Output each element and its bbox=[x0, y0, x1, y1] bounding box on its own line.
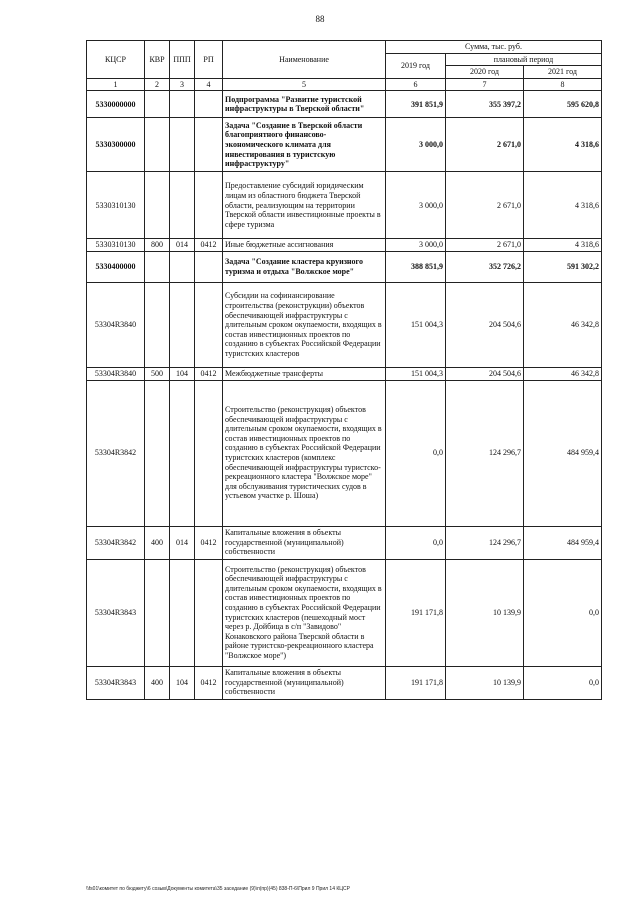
kcsr-cell: 53304R3842 bbox=[87, 380, 145, 526]
amount-2020-cell: 204 504,6 bbox=[446, 282, 524, 367]
kvr-cell bbox=[145, 251, 170, 282]
kcsr-cell: 5330300000 bbox=[87, 118, 145, 172]
ppp-cell bbox=[170, 91, 195, 118]
rp-cell bbox=[195, 172, 223, 239]
ppp-cell: 104 bbox=[170, 367, 195, 380]
amount-2019-cell: 0,0 bbox=[386, 380, 446, 526]
rp-cell bbox=[195, 380, 223, 526]
ppp-cell bbox=[170, 282, 195, 367]
amount-2021-cell: 46 342,8 bbox=[524, 282, 602, 367]
column-number: 8 bbox=[524, 78, 602, 91]
table-row bbox=[87, 91, 602, 118]
name-cell: Задача "Создание кластера круизного туризма и отдыха "Волжское море" bbox=[223, 251, 386, 282]
rp-cell bbox=[195, 251, 223, 282]
amount-2021-cell: 46 342,8 bbox=[524, 367, 602, 380]
ppp-cell bbox=[170, 380, 195, 526]
amount-2020-cell: 124 296,7 bbox=[446, 526, 524, 559]
kcsr-cell: 53304R3843 bbox=[87, 559, 145, 666]
amount-2019-cell: 3 000,0 bbox=[386, 172, 446, 239]
amount-2020-cell: 2 671,0 bbox=[446, 172, 524, 239]
amount-2019-cell: 151 004,3 bbox=[386, 282, 446, 367]
name-cell: Субсидии на софинансирование строительства (реконструкции) объектов обеспечивающей инфраструктуры с длительным сроком окупаемости, входящих в состав инвестиционных проектов по созданию в субъектах Российской Федерации туристских кластеров bbox=[223, 282, 386, 367]
kvr-cell: 400 bbox=[145, 526, 170, 559]
kvr-cell: 800 bbox=[145, 239, 170, 252]
table-row bbox=[87, 666, 602, 699]
kcsr-cell: 53304R3843 bbox=[87, 666, 145, 699]
name-cell: Задача "Создание в Тверской области благоприятного финансово-экономического климата для инвестирования в туристскую инфраструктуру" bbox=[223, 118, 386, 172]
amount-2019-cell: 388 851,9 bbox=[386, 251, 446, 282]
amount-2021-cell: 4 318,6 bbox=[524, 118, 602, 172]
column-number: 3 bbox=[170, 78, 195, 91]
kcsr-cell: 5330310130 bbox=[87, 239, 145, 252]
table-row bbox=[87, 251, 602, 282]
amount-2021-cell: 591 302,2 bbox=[524, 251, 602, 282]
table-row bbox=[87, 526, 602, 559]
ppp-cell bbox=[170, 251, 195, 282]
rp-cell bbox=[195, 559, 223, 666]
header-2021: 2021 год bbox=[524, 66, 602, 79]
name-cell: Строительство (реконструкция) объектов обеспечивающей инфраструктуры с длительным сроком окупаемости, входящих в состав инвестиционных проектов по созданию в субъектах Российской Федерации туристских кластеров (комплекс обеспечивающей инфраструктуры туристско-рекреационного кластера "Волжское море" для обслуживания туристических судов в устьевом участке р. Шоша) bbox=[223, 380, 386, 526]
header-rp: РП bbox=[195, 41, 223, 79]
amount-2020-cell: 124 296,7 bbox=[446, 380, 524, 526]
amount-2019-cell: 3 000,0 bbox=[386, 239, 446, 252]
table-row bbox=[87, 118, 602, 172]
name-cell: Иные бюджетные ассигнования bbox=[223, 239, 386, 252]
kvr-cell bbox=[145, 91, 170, 118]
table-row bbox=[87, 172, 602, 239]
kcsr-cell: 5330400000 bbox=[87, 251, 145, 282]
amount-2021-cell: 4 318,6 bbox=[524, 172, 602, 239]
amount-2021-cell: 0,0 bbox=[524, 666, 602, 699]
kcsr-cell: 5330000000 bbox=[87, 91, 145, 118]
ppp-cell bbox=[170, 559, 195, 666]
header-2020: 2020 год bbox=[446, 66, 524, 79]
ppp-cell bbox=[170, 118, 195, 172]
rp-cell: 0412 bbox=[195, 666, 223, 699]
amount-2021-cell: 484 959,4 bbox=[524, 380, 602, 526]
amount-2021-cell: 4 318,6 bbox=[524, 239, 602, 252]
table-body bbox=[87, 91, 602, 699]
page-number: 88 bbox=[315, 14, 325, 24]
kcsr-cell: 5330310130 bbox=[87, 172, 145, 239]
column-number: 2 bbox=[145, 78, 170, 91]
name-cell: Предоставление субсидий юридическим лицам из областного бюджета Тверской области, реализующим на территории Тверской области инвестиционные проекты в сфере туризма bbox=[223, 172, 386, 239]
header-kvr: КВР bbox=[145, 41, 170, 79]
ppp-cell: 104 bbox=[170, 666, 195, 699]
amount-2019-cell: 391 851,9 bbox=[386, 91, 446, 118]
amount-2019-cell: 3 000,0 bbox=[386, 118, 446, 172]
header-sum: Сумма, тыс. руб. bbox=[386, 41, 602, 54]
kvr-cell: 500 bbox=[145, 367, 170, 380]
amount-2020-cell: 352 726,2 bbox=[446, 251, 524, 282]
amount-2020-cell: 2 671,0 bbox=[446, 118, 524, 172]
header-2019: 2019 год bbox=[386, 53, 446, 78]
kvr-cell bbox=[145, 559, 170, 666]
table-row bbox=[87, 559, 602, 666]
amount-2019-cell: 0,0 bbox=[386, 526, 446, 559]
amount-2020-cell: 355 397,2 bbox=[446, 91, 524, 118]
kvr-cell bbox=[145, 118, 170, 172]
kvr-cell: 400 bbox=[145, 666, 170, 699]
kvr-cell bbox=[145, 172, 170, 239]
name-cell: Подпрограмма "Развитие туристской инфраструктуры в Тверской области" bbox=[223, 91, 386, 118]
name-cell: Капитальные вложения в объекты государственной (муниципальной) собственности bbox=[223, 666, 386, 699]
kvr-cell bbox=[145, 282, 170, 367]
name-cell: Строительство (реконструкция) объектов обеспечивающей инфраструктуры с длительным сроком окупаемости, входящих в состав инвестиционных проектов по созданию в субъектах Российской Федерации туристских кластеров (пешеходный мост через р. Дойбица в с/п "Завидово" Конаковского района Тверской области в районе туристско-рекреационного кластера "Волжское море") bbox=[223, 559, 386, 666]
rp-cell: 0412 bbox=[195, 526, 223, 559]
header-kcsr: КЦСР bbox=[87, 41, 145, 79]
table-row bbox=[87, 239, 602, 252]
amount-2021-cell: 484 959,4 bbox=[524, 526, 602, 559]
kcsr-cell: 53304R3840 bbox=[87, 282, 145, 367]
header-name: Наименование bbox=[223, 41, 386, 79]
column-number: 5 bbox=[223, 78, 386, 91]
column-number: 4 bbox=[195, 78, 223, 91]
amount-2019-cell: 191 171,8 bbox=[386, 559, 446, 666]
header-plan-period: плановый период bbox=[446, 53, 602, 66]
amount-2021-cell: 0,0 bbox=[524, 559, 602, 666]
column-number: 7 bbox=[446, 78, 524, 91]
amount-2019-cell: 151 004,3 bbox=[386, 367, 446, 380]
table-row bbox=[87, 367, 602, 380]
ppp-cell: 014 bbox=[170, 526, 195, 559]
rp-cell: 0412 bbox=[195, 367, 223, 380]
kvr-cell bbox=[145, 380, 170, 526]
kcsr-cell: 53304R3842 bbox=[87, 526, 145, 559]
column-number-row bbox=[87, 78, 602, 91]
table-row bbox=[87, 380, 602, 526]
name-cell: Межбюджетные трансферты bbox=[223, 367, 386, 380]
file-path-footer: \\fs01\комитет по бюджету\6 созыв\Документы комитета\35 заседание (9)\п(пр)(45) 838-П-6\Прил 9 Прил 14 КЦСР bbox=[86, 886, 350, 892]
amount-2021-cell: 595 620,8 bbox=[524, 91, 602, 118]
amount-2020-cell: 204 504,6 bbox=[446, 367, 524, 380]
rp-cell bbox=[195, 282, 223, 367]
name-cell: Капитальные вложения в объекты государственной (муниципальной) собственности bbox=[223, 526, 386, 559]
amount-2020-cell: 10 139,9 bbox=[446, 559, 524, 666]
header-ppp: ППП bbox=[170, 41, 195, 79]
budget-table bbox=[86, 40, 602, 700]
ppp-cell: 014 bbox=[170, 239, 195, 252]
ppp-cell bbox=[170, 172, 195, 239]
column-number: 1 bbox=[87, 78, 145, 91]
amount-2020-cell: 10 139,9 bbox=[446, 666, 524, 699]
amount-2020-cell: 2 671,0 bbox=[446, 239, 524, 252]
rp-cell: 0412 bbox=[195, 239, 223, 252]
kcsr-cell: 53304R3840 bbox=[87, 367, 145, 380]
column-number: 6 bbox=[386, 78, 446, 91]
rp-cell bbox=[195, 118, 223, 172]
rp-cell bbox=[195, 91, 223, 118]
table-row bbox=[87, 282, 602, 367]
amount-2019-cell: 191 171,8 bbox=[386, 666, 446, 699]
